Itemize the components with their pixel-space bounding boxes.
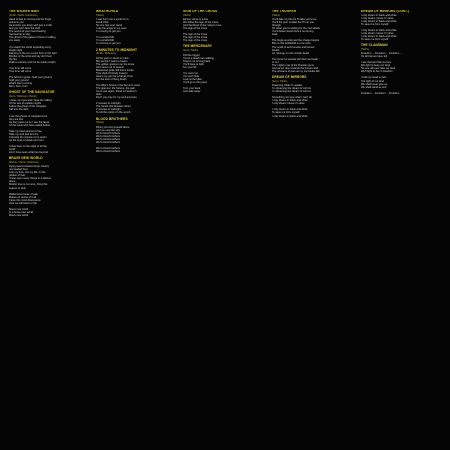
song-title: BLOOD BROTHERS (96, 116, 128, 121)
song-block (9, 91, 87, 154)
song-lyrics: I only dream in black and white I only dream 'cause I'm alive I only dream in black and white To save me from myself I only dream in black and white I only dream 'cause I'm alive I only dream in black and white To save me from myself (361, 13, 397, 41)
song-block (272, 10, 352, 73)
song-block (96, 118, 174, 154)
lyrics-column-3 (183, 10, 263, 442)
song-title: DREAM OF MIRRORS (272, 74, 307, 79)
song-credit: (Smith / Dickinson) (96, 52, 117, 56)
song-lyrics: Eleven saints in a line We follow the sign of the cross And the blood of the martyrs runs The sign of the cross The sign of the cross The sign of the cross The sign of the cross (183, 18, 222, 43)
song-block (9, 10, 87, 88)
song-block (96, 49, 174, 115)
song-lyrics: Dreaming while I'm awake I'm dreaming the dream of mirrors I'm dreaming the dream of mirrors Something not sure what I can't do I only dream in black and white I only dream 'cause I'm alive I only dream in black and white To save me from myself I only dream in black and white (272, 84, 312, 118)
song-block (361, 44, 441, 95)
song-lyrics: When you find yourself alone And you wonder why We're blood brothers We're blood brothers We're blood brothers We're blood brothers We're blood brothers We're blood brothers (96, 125, 130, 153)
song-title: THE CLANSMAN (361, 43, 388, 48)
song-credit: (Smith / Harris / Dickinson) (9, 13, 38, 17)
song-block (9, 157, 87, 217)
song-title: DREAM OF MIRRORS (CONT.) (361, 10, 409, 13)
song-block (361, 10, 441, 41)
song-credit: (Harris) (96, 121, 104, 125)
song-credit: (Gers / Harris) (272, 79, 288, 83)
song-title: THE MERCENARY (183, 44, 212, 49)
song-credit: (Harris) (361, 47, 369, 51)
song-block (96, 10, 174, 46)
song-lyrics: You'll take my life but I'll take yours too You'll fire your musket but I'll run you through So when you're waiting for the next attack You'd better stand there's no turning back The bugle sounds and the charge begins But on this battlefield no one wins The smell of acrid smoke and horses' breath As I plunge on into certain death The horse he sweats with fear we break to run The mighty roar of the Russian guns And as we race towards the human wall The screams of pain as my comrades fall (272, 18, 320, 73)
song-title: SIGN OF THE CROSS (183, 10, 218, 13)
song-lyrics: Kill for gain or shoot to maim But we don't need a reason The golden goose is on the loose And never out of season Blackened pride still burns inside This shell of bloody treason Here's my gun for a barrel of fun For the love of living death The killer's breed or the demon's seed The glamour, the fortune, the pain Go to war again, blood is freedom's stain Don't you pray for my soul anymore 2 minutes to midnight The hands that threaten doom 2 minutes to midnight To kill the unborn in the womb (96, 56, 140, 115)
song-block (183, 10, 263, 42)
song-credit: (Gers / Harris) (183, 49, 199, 53)
song-lyrics: Dying swans twisted wings, beauty not needed here Lost my love, lost my life, in this garden of fear I have seen many things in a lifetime alone Mother love is no more, bring this season to dust Wilderness house of pain Makes no sense of it all Close this mind dissonance How we will stand or fall Brave new world In a brave new world Brave new world (9, 165, 51, 217)
song-lyrics: I was born into a world of no loved child No one has ever cared I see the anger in my eyes I'm coming to get you I'm a wrathchild I'm a wrathchild I'm coming to get you (96, 18, 129, 46)
song-title: GHOST OF THE NAVIGATOR (9, 90, 55, 95)
song-credit: (Murray / Harris / Dickinson) (9, 160, 39, 164)
song-credit: (Gers / Dickinson / Harris) (9, 94, 37, 98)
song-title: BRAVE NEW WORLD (9, 156, 43, 161)
song-title: WRATHCHILD (96, 10, 119, 13)
song-block (183, 45, 263, 93)
lyrics-column-2 (96, 10, 174, 442)
song-block (272, 76, 352, 118)
song-lyrics: Freedom ... Freedom ... Freedom ... It's all that we have left I see the land that we love We fight to keep our land No one will ever take our land We'll fight to live in freedom I hold my head in pain The light of our land We shall never give up We shall stand as one Freedom ... Freedom ... Freedom (361, 52, 403, 95)
song-credit: (Harris) (96, 13, 104, 17)
song-lyrics: Pull the trigger You're a dead man walking There's no turning back You'll have to fight For your life You can't run You can't hide Look at the killer You'll go to the grave Turn your back And walk away (183, 53, 214, 94)
song-title: THE TROOPER (272, 10, 297, 13)
lyrics-column-1 (9, 10, 87, 442)
song-lyrics: I close my eyes and I hear the calling Of the sea of endless nights Follow the ghost of the navigator Sail into the dark I see the ghosts of navigators but they are lost As they pass me by I see the faces Of the souls who have sailed before Take my heart and set it free Take my soul and let it be Crossing the oceans of no return As the eyes of dead men burn I have been to the edge of all the world And I have seen what lies beyond (9, 99, 52, 155)
song-title: 2 MINUTES TO MIDNIGHT (96, 47, 138, 52)
lyrics-column-5 (361, 10, 441, 442)
song-credit: (Harris) (183, 13, 191, 17)
song-title: THE WICKER MAN (9, 10, 39, 13)
song-credit: (Harris) (272, 13, 280, 17)
song-lyrics: Hand of fate is moving and the finger points to you He knocks you down with just a smile and you can't face the truth The sound of your heart beating hammering to sag The ghost of the gates of doom is calling you away You watch the world exploding every single night Dancing in the sun a new born in the light Brother of the wind and sky don't feel the fire Walk to eternity and not be ready tonight Your time will come Your time will come The fall from grace, hold your ground, hold your ground Watch them running Burn, burn, burn (9, 18, 57, 89)
lyrics-column-4 (272, 10, 352, 442)
